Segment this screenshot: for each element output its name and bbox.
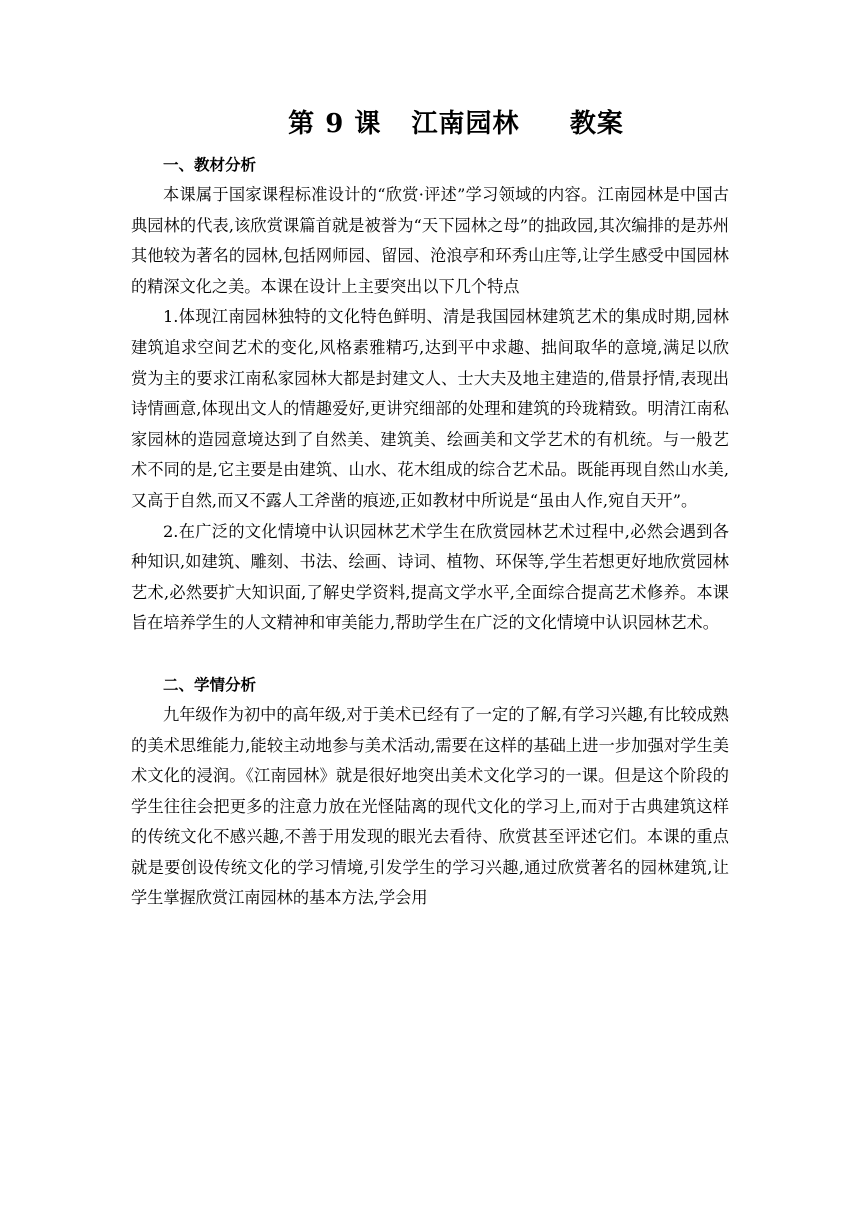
title-lesson-number: 第 9 课 [288,109,382,139]
title-lesson-name: 江南园林 [411,109,520,139]
paragraph: 九年级作为初中的高年级,对于美术已经有了一定的了解,有学习兴趣,有比较成熟的美术思维能力,能较主动地参与美术活动,需要在这样的基础上进一步加强对学生美术文化的浸润。《江南园林》就是很好地突出美术文化学习的一课。但是这个阶段的学生往往会把更多的注意力放在光怪陆离的现代文化的学习上,而对于古典建筑这样的传统文化不感兴趣,不善于用发现的眼光去看待、欣赏甚至评述它们。本课的重点就是要创设传统文化的学习情境,引发学生的学习兴趣,通过欣赏著名的园林建筑,让学生掌握欣赏江南园林的基本方法,学会用 [131,704,729,908]
title-gap [381,109,411,139]
section-spacer [131,639,729,670]
paragraph: 本课属于国家课程标准设计的“欣赏·评述”学习领域的内容。江南园林是中国古典园林的代表,该欣赏课篇首就是被誉为“天下园林之母”的拙政园,其次编排的是苏州其他较为著名的园林,包括网师园、留园、沧浪亭和环秀山庄等,让学生感受中国园林的精深文化之美。本课在设计上主要突出以下几个特点 [131,185,729,296]
title-gap [520,109,570,139]
section-heading: 二、学情分析 [163,674,257,694]
document-body [131,150,729,914]
paragraph: 1.体现江南园林独特的文化特色鲜明、清是我国园林建筑艺术的集成时期,园林建筑追求空间艺术的变化,风格素雅精巧,达到平中求趣、拙间取华的意境,满足以欣赏为主的要求江南私家园林大都是封建文人、士大夫及地主建造的,借景抒情,表现出诗情画意,体现出文人的情趣爱好,更讲究细部的处理和建筑的玲珑精致。明清江南私家园林的造园意境达到了自然美、建筑美、绘画美和文学艺术的有机统。与一般艺术不同的是,它主要是由建筑、山水、花木组成的综合艺术品。既能再现自然山水美,又高于自然,而又不露人工斧凿的痕迹,正如教材中所说是“虽由人作,宛自天开”。 [131,307,729,510]
section-heading: 一、教材分析 [163,155,257,174]
title-doc-type: 教案 [569,109,624,139]
paragraph: 2.在广泛的文化情境中认识园林艺术学生在欣赏园林艺术过程中,必然会遇到各种知识,如建筑、雕刻、书法、绘画、诗词、植物、环保等,学生若想更好地欣赏园林艺术,必然要扩大知识面,了解史学资料,提高文学水平,全面综合提高艺术修养。本课旨在培养学生的人文精神和审美能力,帮助学生在广泛的文化情境中认识园林艺术。 [131,521,729,633]
page-title [0,103,860,140]
